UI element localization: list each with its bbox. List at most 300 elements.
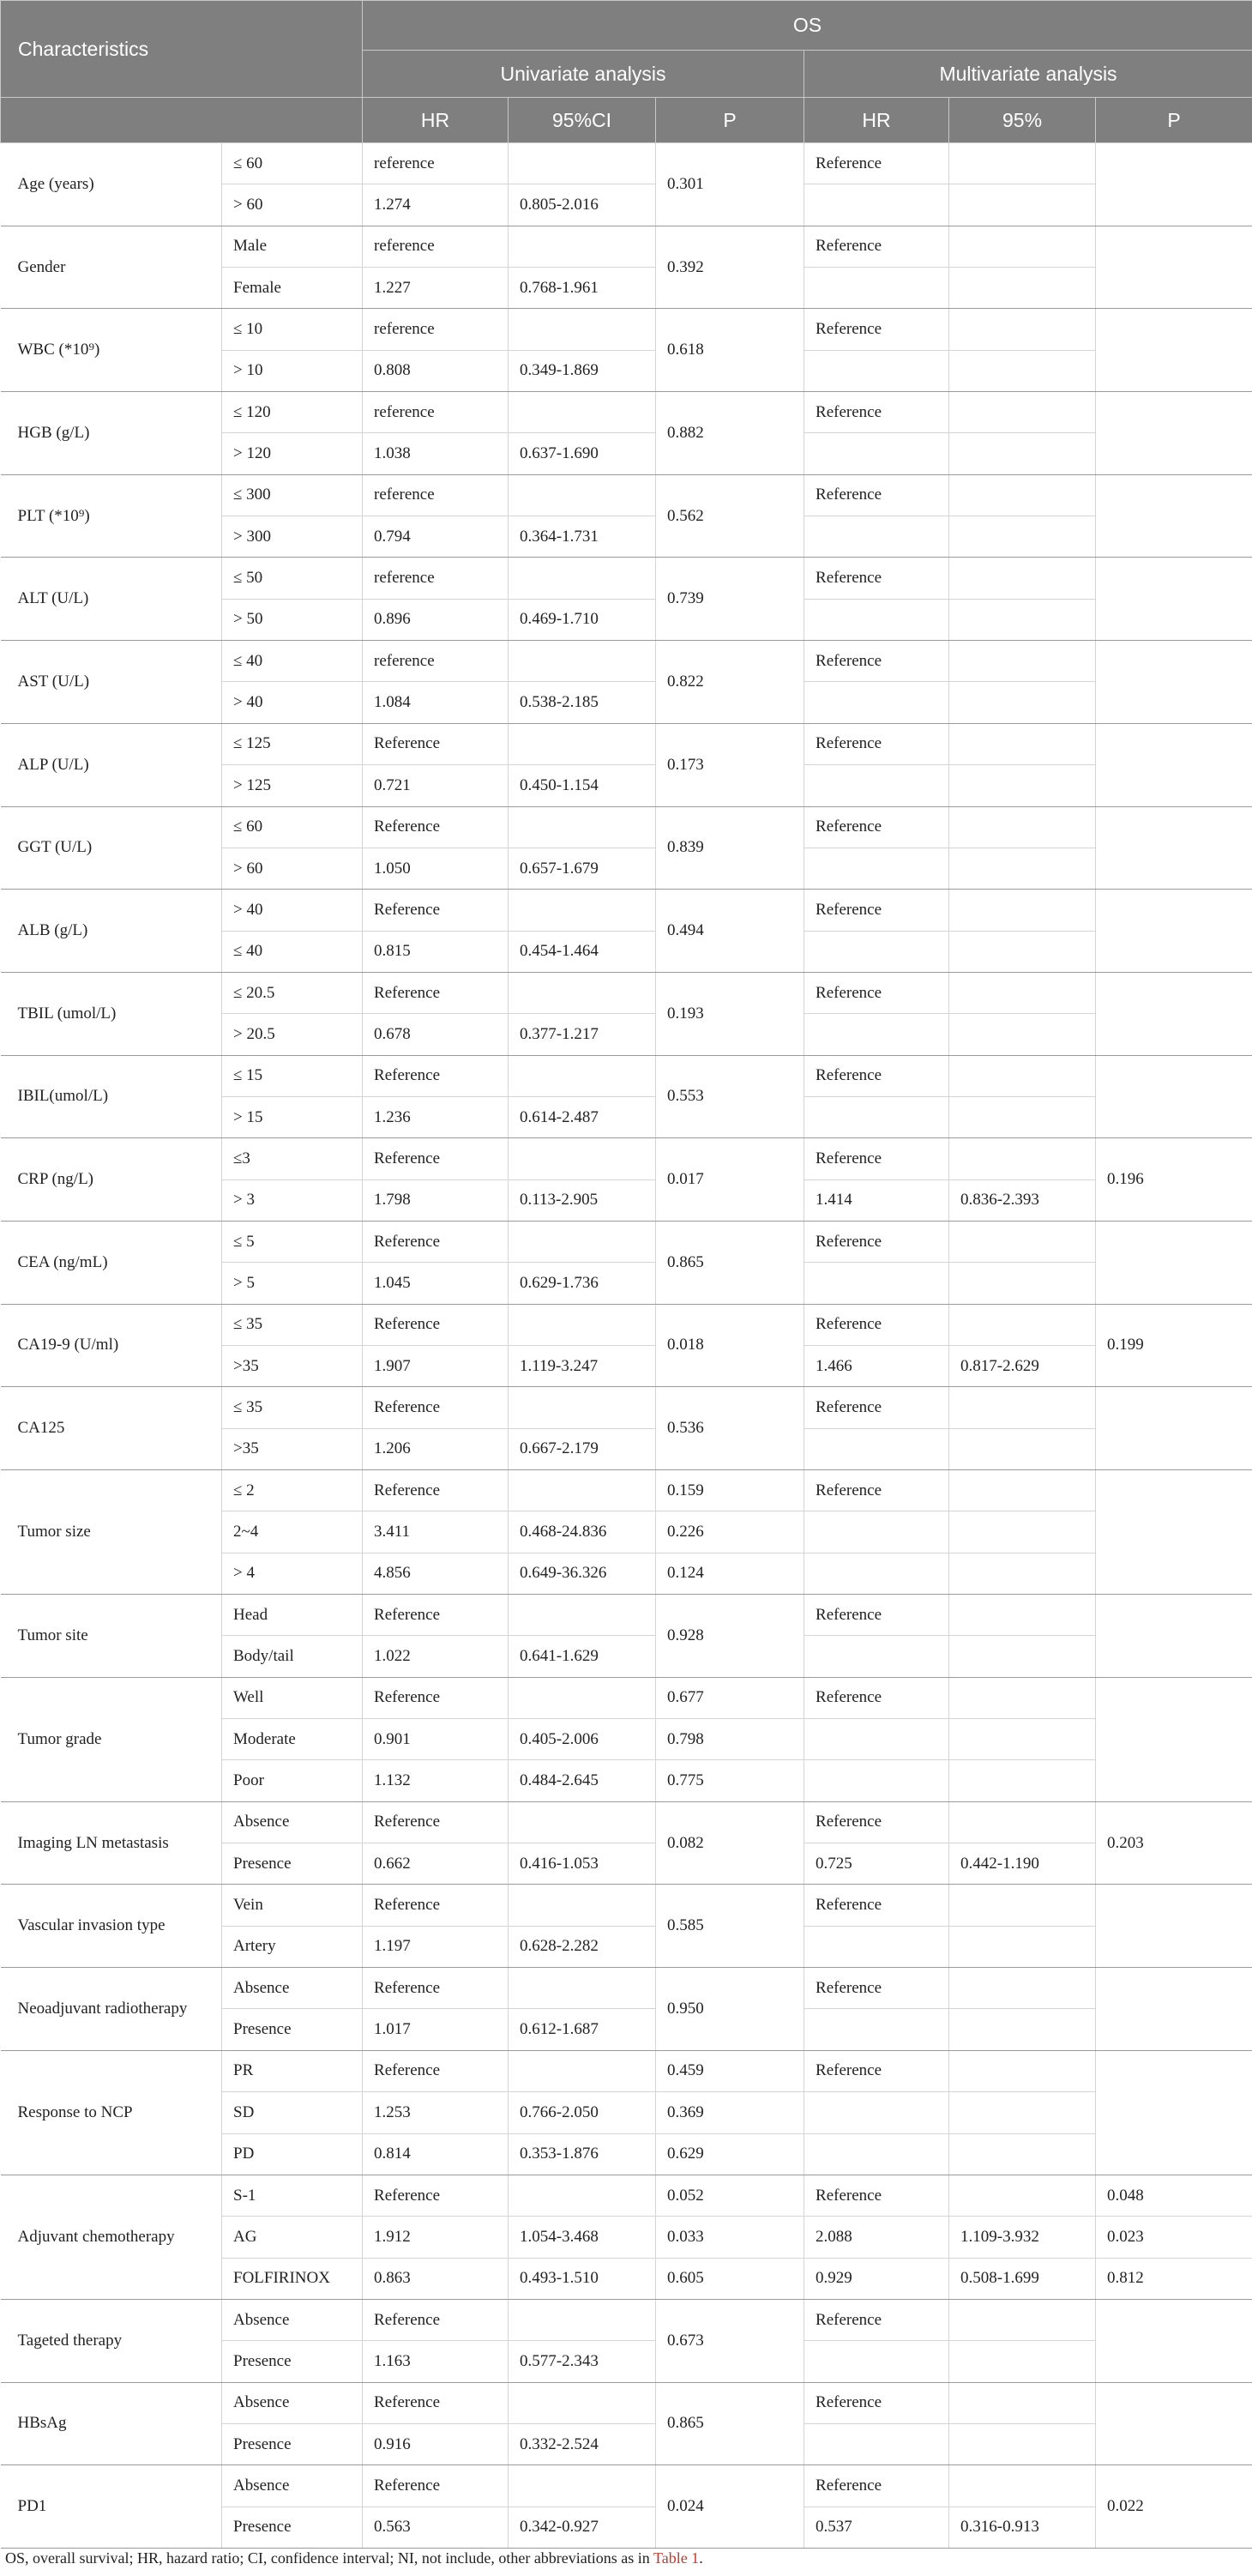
category-cell: Head (222, 1595, 363, 1636)
multi-hr-cell: Reference (804, 1387, 949, 1428)
category-cell: PR (222, 2050, 363, 2091)
category-cell: Male (222, 226, 363, 267)
table-row (1, 2465, 1252, 2507)
uni-hr-cell: reference (363, 309, 509, 350)
characteristic-cell: HGB (g/L) (1, 392, 222, 475)
characteristic-cell: CEA (ng/mL) (1, 1221, 222, 1304)
uni-ci-cell: 0.629-1.736 (509, 1263, 656, 1304)
multi-p-cell (1096, 1221, 1252, 1304)
multi-hr-cell: Reference (804, 226, 949, 267)
multi-hr-cell: Reference (804, 1677, 949, 1718)
category-cell: >35 (222, 1345, 363, 1386)
category-cell: > 10 (222, 350, 363, 391)
multi-ci-cell (949, 1221, 1096, 1262)
multi-hr-cell (804, 1263, 949, 1304)
uni-hr-cell: Reference (363, 1221, 509, 1262)
uni-ci-cell (509, 1801, 656, 1843)
uni-ci-cell: 0.637-1.690 (509, 433, 656, 474)
header-univariate: Univariate analysis (363, 51, 804, 98)
multi-p-cell (1096, 723, 1252, 806)
uni-hr-cell: 1.912 (363, 2217, 509, 2258)
category-cell: > 4 (222, 1553, 363, 1594)
header-blank (1, 98, 363, 143)
uni-hr-cell: 1.084 (363, 682, 509, 723)
category-cell: > 40 (222, 682, 363, 723)
category-cell: ≤ 125 (222, 723, 363, 764)
uni-ci-cell: 0.805-2.016 (509, 184, 656, 226)
uni-p-cell: 0.017 (656, 1138, 804, 1222)
characteristic-cell: AST (U/L) (1, 641, 222, 724)
uni-hr-cell: 4.856 (363, 1553, 509, 1594)
table-row (1, 2299, 1252, 2340)
category-cell: FOLFIRINOX (222, 2258, 363, 2299)
header-uni-hr: HR (363, 98, 509, 143)
category-cell: AG (222, 2217, 363, 2258)
category-cell: > 60 (222, 848, 363, 889)
category-cell: ≤ 60 (222, 143, 363, 184)
uni-p-cell: 0.369 (656, 2092, 804, 2133)
uni-p-cell: 0.159 (656, 1470, 804, 1511)
category-cell: PD (222, 2133, 363, 2175)
table-row (1, 723, 1252, 764)
uni-p-cell: 0.301 (656, 143, 804, 226)
multi-ci-cell: 0.508-1.699 (949, 2258, 1096, 2299)
uni-p-cell: 0.775 (656, 1760, 804, 1801)
multi-hr-cell: Reference (804, 1470, 949, 1511)
multi-ci-cell (949, 848, 1096, 889)
multi-ci-cell (949, 641, 1096, 682)
uni-ci-cell: 0.405-2.006 (509, 1719, 656, 1760)
multi-ci-cell: 0.836-2.393 (949, 1179, 1096, 1221)
characteristic-cell: ALT (U/L) (1, 558, 222, 641)
category-cell: ≤ 15 (222, 1055, 363, 1096)
category-cell: Presence (222, 2341, 363, 2382)
uni-p-cell: 0.459 (656, 2050, 804, 2091)
multi-hr-cell: Reference (804, 1138, 949, 1179)
header-multivariate: Multivariate analysis (804, 51, 1252, 98)
multi-ci-cell (949, 268, 1096, 309)
category-cell: > 20.5 (222, 1014, 363, 1055)
category-cell: 2~4 (222, 1511, 363, 1553)
multi-ci-cell (949, 1595, 1096, 1636)
uni-ci-cell (509, 392, 656, 433)
category-cell: Well (222, 1677, 363, 1718)
multi-p-cell (1096, 1968, 1252, 2051)
uni-ci-cell (509, 1387, 656, 1428)
uni-hr-cell: Reference (363, 972, 509, 1013)
category-cell: > 50 (222, 599, 363, 640)
characteristic-cell: ALP (U/L) (1, 723, 222, 806)
uni-ci-cell: 0.614-2.487 (509, 1096, 656, 1137)
multi-hr-cell (804, 184, 949, 226)
multi-hr-cell: Reference (804, 474, 949, 516)
multi-hr-cell (804, 765, 949, 806)
table-row (1, 1138, 1252, 1179)
uni-ci-cell (509, 890, 656, 931)
table-row (1, 474, 1252, 516)
table-row (1, 1470, 1252, 1511)
uni-hr-cell: 1.017 (363, 2009, 509, 2050)
multi-hr-cell (804, 1096, 949, 1137)
uni-hr-cell: reference (363, 226, 509, 267)
characteristic-cell: CRP (ng/L) (1, 1138, 222, 1222)
category-cell: ≤ 35 (222, 1387, 363, 1428)
uni-hr-cell: reference (363, 143, 509, 184)
uni-hr-cell: 0.563 (363, 2507, 509, 2548)
uni-hr-cell: Reference (363, 1304, 509, 1345)
multi-ci-cell (949, 1760, 1096, 1801)
category-cell: Absence (222, 1801, 363, 1843)
multi-hr-cell: 0.929 (804, 2258, 949, 2299)
multi-p-cell: 0.048 (1096, 2175, 1252, 2216)
uni-hr-cell: 1.045 (363, 1263, 509, 1304)
uni-hr-cell: 0.815 (363, 931, 509, 972)
multi-ci-cell (949, 2465, 1096, 2507)
multi-p-cell (1096, 890, 1252, 973)
table-row (1, 309, 1252, 350)
table-row (1, 1387, 1252, 1428)
multi-hr-cell: Reference (804, 1304, 949, 1345)
multi-hr-cell: Reference (804, 2299, 949, 2340)
table-row (1, 392, 1252, 433)
category-cell: SD (222, 2092, 363, 2133)
header-multi-hr: HR (804, 98, 949, 143)
uni-p-cell: 0.618 (656, 309, 804, 392)
uni-p-cell: 0.839 (656, 806, 804, 890)
uni-hr-cell: 1.038 (363, 433, 509, 474)
uni-hr-cell: 1.022 (363, 1636, 509, 1677)
uni-p-cell: 0.082 (656, 1801, 804, 1885)
uni-ci-cell: 1.119-3.247 (509, 1345, 656, 1386)
multi-p-cell (1096, 1677, 1252, 1801)
table-row (1, 972, 1252, 1013)
uni-hr-cell: Reference (363, 1677, 509, 1718)
uni-hr-cell: reference (363, 474, 509, 516)
uni-ci-cell: 0.364-1.731 (509, 516, 656, 558)
multi-hr-cell: Reference (804, 1885, 949, 1926)
category-cell: Absence (222, 2299, 363, 2340)
uni-ci-cell (509, 1677, 656, 1718)
category-cell: > 15 (222, 1096, 363, 1137)
multi-hr-cell: Reference (804, 723, 949, 764)
category-cell: > 3 (222, 1179, 363, 1221)
multi-hr-cell (804, 2341, 949, 2382)
multi-ci-cell (949, 1511, 1096, 1553)
uni-hr-cell: Reference (363, 2382, 509, 2423)
uni-ci-cell (509, 558, 656, 599)
uni-hr-cell: 0.916 (363, 2423, 509, 2464)
uni-hr-cell: 0.814 (363, 2133, 509, 2175)
characteristic-cell: TBIL (umol/L) (1, 972, 222, 1055)
uni-ci-cell (509, 1595, 656, 1636)
multi-ci-cell (949, 558, 1096, 599)
multi-hr-cell: Reference (804, 2465, 949, 2507)
multi-hr-cell (804, 268, 949, 309)
multi-ci-cell (949, 2382, 1096, 2423)
uni-ci-cell (509, 1221, 656, 1262)
multi-ci-cell (949, 1096, 1096, 1137)
uni-ci-cell: 0.416-1.053 (509, 1843, 656, 1885)
uni-p-cell: 0.605 (656, 2258, 804, 2299)
category-cell: Absence (222, 1968, 363, 2009)
uni-hr-cell: 1.197 (363, 1926, 509, 1967)
multi-ci-cell (949, 1885, 1096, 1926)
uni-ci-cell (509, 2465, 656, 2507)
uni-hr-cell: reference (363, 392, 509, 433)
uni-hr-cell: 1.253 (363, 2092, 509, 2133)
uni-ci-cell: 0.649-36.326 (509, 1553, 656, 1594)
multi-ci-cell (949, 350, 1096, 391)
uni-ci-cell: 0.468-24.836 (509, 1511, 656, 1553)
table-row (1, 226, 1252, 267)
footnote-table-link[interactable]: Table 1 (653, 2549, 700, 2567)
category-cell: Moderate (222, 1719, 363, 1760)
uni-hr-cell: Reference (363, 723, 509, 764)
multi-ci-cell (949, 2299, 1096, 2340)
multi-hr-cell: Reference (804, 1055, 949, 1096)
multi-ci-cell (949, 599, 1096, 640)
multi-hr-cell: 0.537 (804, 2507, 949, 2548)
multi-p-cell (1096, 2382, 1252, 2465)
category-cell: Presence (222, 2423, 363, 2464)
characteristic-cell: GGT (U/L) (1, 806, 222, 890)
header-multi-ci: 95% (949, 98, 1096, 143)
uni-hr-cell: 0.794 (363, 516, 509, 558)
multi-hr-cell (804, 848, 949, 889)
uni-ci-cell: 0.538-2.185 (509, 682, 656, 723)
multi-ci-cell (949, 516, 1096, 558)
category-cell: Presence (222, 1843, 363, 1885)
multi-ci-cell (949, 474, 1096, 516)
header-multi-p: P (1096, 98, 1252, 143)
multi-ci-cell (949, 1387, 1096, 1428)
multi-hr-cell: Reference (804, 890, 949, 931)
multi-hr-cell: 2.088 (804, 2217, 949, 2258)
uni-p-cell: 0.018 (656, 1304, 804, 1387)
multi-hr-cell (804, 2009, 949, 2050)
uni-hr-cell: Reference (363, 1885, 509, 1926)
category-cell: Female (222, 268, 363, 309)
uni-ci-cell (509, 641, 656, 682)
multi-hr-cell (804, 1719, 949, 1760)
multi-p-cell: 0.199 (1096, 1304, 1252, 1387)
uni-p-cell: 0.553 (656, 1055, 804, 1138)
multi-hr-cell: Reference (804, 143, 949, 184)
category-cell: > 40 (222, 890, 363, 931)
category-cell: ≤ 40 (222, 931, 363, 972)
uni-hr-cell: 1.274 (363, 184, 509, 226)
multi-hr-cell: 0.725 (804, 1843, 949, 1885)
multi-hr-cell (804, 1511, 949, 1553)
multi-ci-cell (949, 972, 1096, 1013)
characteristic-cell: CA19-9 (U/ml) (1, 1304, 222, 1387)
table-footnote (5, 2549, 703, 2567)
uni-p-cell: 0.033 (656, 2217, 804, 2258)
uni-p-cell: 0.392 (656, 226, 804, 309)
uni-hr-cell: Reference (363, 1387, 509, 1428)
uni-hr-cell: 3.411 (363, 1511, 509, 1553)
uni-p-cell: 0.226 (656, 1511, 804, 1553)
characteristic-cell: Tumor size (1, 1470, 222, 1595)
characteristic-cell: Imaging LN metastasis (1, 1801, 222, 1885)
table-row (1, 1595, 1252, 1636)
uni-hr-cell: 1.798 (363, 1179, 509, 1221)
multi-ci-cell (949, 2092, 1096, 2133)
multi-ci-cell (949, 806, 1096, 848)
uni-ci-cell: 0.113-2.905 (509, 1179, 656, 1221)
category-cell: Vein (222, 1885, 363, 1926)
uni-hr-cell: 1.132 (363, 1760, 509, 1801)
characteristic-cell: Tumor grade (1, 1677, 222, 1801)
uni-ci-cell: 0.469-1.710 (509, 599, 656, 640)
characteristic-cell: Tumor site (1, 1595, 222, 1678)
multi-p-cell (1096, 226, 1252, 309)
multi-ci-cell (949, 309, 1096, 350)
category-cell: > 120 (222, 433, 363, 474)
table-row (1, 1055, 1252, 1096)
uni-p-cell: 0.798 (656, 1719, 804, 1760)
category-cell: ≤ 300 (222, 474, 363, 516)
multi-hr-cell (804, 433, 949, 474)
uni-ci-cell (509, 1968, 656, 2009)
uni-ci-cell: 0.768-1.961 (509, 268, 656, 309)
multi-p-cell: 0.203 (1096, 1801, 1252, 1885)
multi-ci-cell: 1.109-3.932 (949, 2217, 1096, 2258)
header-characteristics: Characteristics (1, 1, 363, 98)
multi-ci-cell (949, 931, 1096, 972)
uni-ci-cell (509, 806, 656, 848)
multi-p-cell (1096, 2299, 1252, 2382)
category-cell: ≤ 10 (222, 309, 363, 350)
multi-ci-cell (949, 765, 1096, 806)
uni-ci-cell (509, 226, 656, 267)
multi-ci-cell (949, 184, 1096, 226)
uni-ci-cell: 0.766-2.050 (509, 2092, 656, 2133)
uni-ci-cell (509, 1304, 656, 1345)
uni-hr-cell: Reference (363, 1595, 509, 1636)
multi-hr-cell: 1.466 (804, 1345, 949, 1386)
multi-p-cell (1096, 1885, 1252, 1968)
uni-hr-cell: Reference (363, 2465, 509, 2507)
uni-ci-cell: 0.353-1.876 (509, 2133, 656, 2175)
table-row (1, 143, 1252, 184)
multi-hr-cell: Reference (804, 1968, 949, 2009)
multi-ci-cell (949, 143, 1096, 184)
category-cell: Body/tail (222, 1636, 363, 1677)
category-cell: Artery (222, 1926, 363, 1967)
characteristic-cell: CA125 (1, 1387, 222, 1470)
uni-ci-cell: 0.657-1.679 (509, 848, 656, 889)
multi-hr-cell: Reference (804, 806, 949, 848)
uni-p-cell: 0.629 (656, 2133, 804, 2175)
multi-ci-cell (949, 2175, 1096, 2216)
characteristic-cell: PD1 (1, 2465, 222, 2549)
table-body (1, 143, 1252, 2549)
multi-hr-cell: Reference (804, 392, 949, 433)
multi-ci-cell (949, 2009, 1096, 2050)
uni-ci-cell: 0.484-2.645 (509, 1760, 656, 1801)
table-row (1, 806, 1252, 848)
uni-ci-cell: 0.349-1.869 (509, 350, 656, 391)
uni-p-cell: 0.024 (656, 2465, 804, 2549)
multi-hr-cell (804, 1636, 949, 1677)
multi-hr-cell: Reference (804, 2382, 949, 2423)
uni-hr-cell: 1.236 (363, 1096, 509, 1137)
uni-ci-cell: 0.342-0.927 (509, 2507, 656, 2548)
multi-ci-cell (949, 890, 1096, 931)
multi-ci-cell: 0.442-1.190 (949, 1843, 1096, 1885)
multi-ci-cell: 0.817-2.629 (949, 1345, 1096, 1386)
category-cell: ≤ 40 (222, 641, 363, 682)
table-row (1, 1801, 1252, 1843)
multi-hr-cell (804, 516, 949, 558)
uni-hr-cell: reference (363, 641, 509, 682)
table-row (1, 1221, 1252, 1262)
uni-p-cell: 0.928 (656, 1595, 804, 1678)
uni-ci-cell (509, 1138, 656, 1179)
category-cell: ≤ 60 (222, 806, 363, 848)
uni-p-cell: 0.052 (656, 2175, 804, 2216)
uni-hr-cell: Reference (363, 890, 509, 931)
multi-ci-cell: 0.316-0.913 (949, 2507, 1096, 2548)
category-cell: Absence (222, 2382, 363, 2423)
uni-p-cell: 0.865 (656, 2382, 804, 2465)
multi-ci-cell (949, 2341, 1096, 2382)
multi-p-cell (1096, 2050, 1252, 2175)
header-os: OS (363, 1, 1252, 51)
characteristic-cell: Gender (1, 226, 222, 309)
category-cell: ≤ 2 (222, 1470, 363, 1511)
uni-p-cell: 0.562 (656, 474, 804, 558)
multi-hr-cell (804, 1428, 949, 1469)
uni-hr-cell: 1.050 (363, 848, 509, 889)
multi-p-cell (1096, 806, 1252, 890)
characteristic-cell: Adjuvant chemotherapy (1, 2175, 222, 2299)
category-cell: Poor (222, 1760, 363, 1801)
uni-ci-cell (509, 1885, 656, 1926)
multi-hr-cell: Reference (804, 972, 949, 1013)
uni-hr-cell: 0.901 (363, 1719, 509, 1760)
table-row (1, 1677, 1252, 1718)
multi-p-cell (1096, 474, 1252, 558)
characteristic-cell: Tageted therapy (1, 2299, 222, 2382)
uni-ci-cell (509, 2175, 656, 2216)
category-cell: > 5 (222, 1263, 363, 1304)
header-uni-ci: 95%CI (509, 98, 656, 143)
uni-p-cell: 0.822 (656, 641, 804, 724)
uni-ci-cell (509, 2050, 656, 2091)
multi-ci-cell (949, 1138, 1096, 1179)
multi-ci-cell (949, 226, 1096, 267)
multi-ci-cell (949, 1553, 1096, 1594)
uni-ci-cell (509, 2299, 656, 2340)
uni-p-cell: 0.193 (656, 972, 804, 1055)
characteristic-cell: Neoadjuvant radiotherapy (1, 1968, 222, 2051)
uni-ci-cell (509, 1470, 656, 1511)
category-cell: ≤ 120 (222, 392, 363, 433)
uni-ci-cell: 0.454-1.464 (509, 931, 656, 972)
table-row (1, 890, 1252, 931)
multi-ci-cell (949, 1677, 1096, 1718)
multi-ci-cell (949, 2050, 1096, 2091)
multi-p-cell (1096, 1470, 1252, 1595)
uni-hr-cell: reference (363, 558, 509, 599)
header-uni-p: P (656, 98, 804, 143)
uni-hr-cell: 0.678 (363, 1014, 509, 1055)
uni-hr-cell: 1.907 (363, 1345, 509, 1386)
category-cell: Absence (222, 2465, 363, 2507)
multi-hr-cell: 1.414 (804, 1179, 949, 1221)
